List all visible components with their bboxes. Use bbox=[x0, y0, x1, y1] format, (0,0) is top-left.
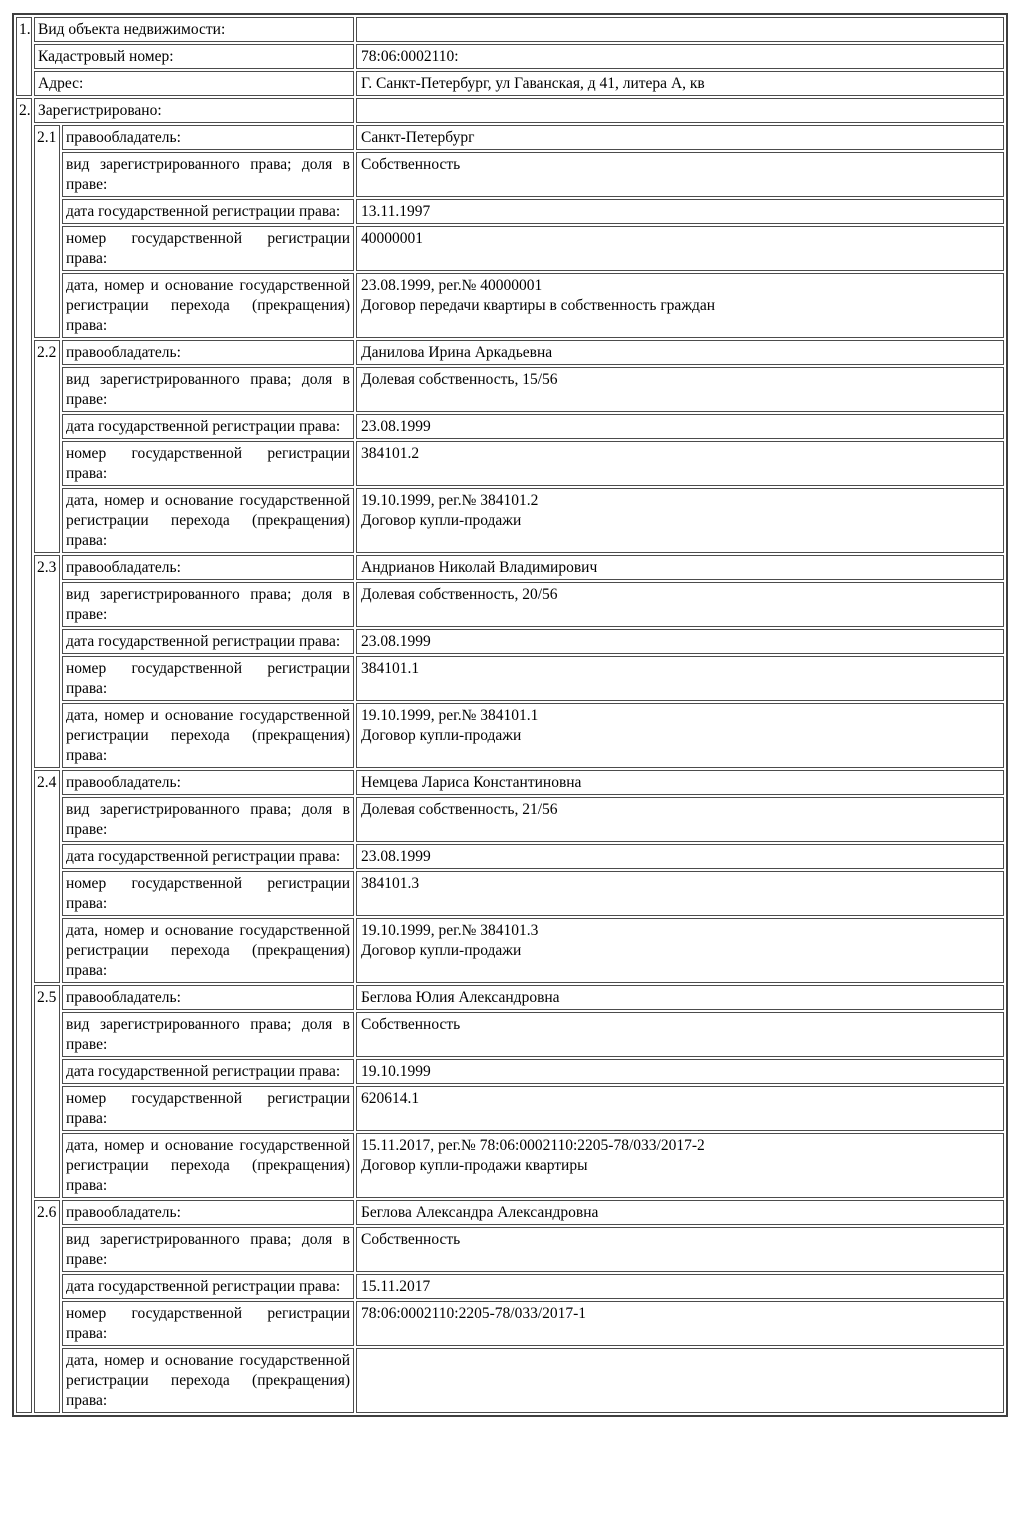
table-row bbox=[16, 1274, 1004, 1299]
row-value: 23.08.1999 bbox=[356, 629, 1004, 654]
table-row bbox=[16, 98, 1004, 123]
transfer-value-line: Договор передачи квартиры в собственность граждан bbox=[361, 296, 716, 314]
row-value bbox=[356, 918, 1004, 983]
row-label: дата, номер и основание государственной регистрации перехода (прекращения) права: bbox=[62, 273, 354, 338]
table-row bbox=[16, 797, 1004, 842]
row-value: Собственность bbox=[356, 152, 1004, 197]
table-row bbox=[16, 555, 1004, 580]
row-label: правообладатель: bbox=[62, 555, 354, 580]
table-row bbox=[16, 582, 1004, 627]
row-label: номер государственной регистрации права: bbox=[62, 1086, 354, 1131]
transfer-value-line: Договор купли-продажи bbox=[361, 941, 522, 959]
table-row bbox=[16, 918, 1004, 983]
table-row bbox=[16, 871, 1004, 916]
table-row bbox=[16, 844, 1004, 869]
registry-document bbox=[12, 13, 1008, 1417]
row-label: вид зарегистрированного права; доля в праве: bbox=[62, 1227, 354, 1272]
row-label: Кадастровый номер: bbox=[34, 44, 354, 69]
row-value: 78:06:0002110: bbox=[356, 44, 1004, 69]
row-label: правообладатель: bbox=[62, 340, 354, 365]
section-number: 2. bbox=[16, 98, 32, 1413]
row-label: правообладатель: bbox=[62, 125, 354, 150]
table-row bbox=[16, 629, 1004, 654]
row-label: вид зарегистрированного права; доля в праве: bbox=[62, 797, 354, 842]
table-row bbox=[16, 985, 1004, 1010]
section-number: 1. bbox=[16, 17, 32, 96]
row-value: Собственность bbox=[356, 1012, 1004, 1057]
row-value: 23.08.1999 bbox=[356, 414, 1004, 439]
row-label: номер государственной регистрации права: bbox=[62, 871, 354, 916]
row-value: 384101.2 bbox=[356, 441, 1004, 486]
table-row bbox=[16, 1086, 1004, 1131]
transfer-value-line bbox=[361, 1371, 1000, 1391]
row-value bbox=[356, 703, 1004, 768]
row-value bbox=[356, 17, 1004, 42]
transfer-value-line: 15.11.2017, рег.№ 78:06:0002110:2205-78/033/2017-2 bbox=[361, 1136, 705, 1154]
row-value: Собственность bbox=[356, 1227, 1004, 1272]
transfer-value-line bbox=[361, 1351, 1000, 1371]
row-label: номер государственной регистрации права: bbox=[62, 656, 354, 701]
row-value: 19.10.1999 bbox=[356, 1059, 1004, 1084]
transfer-value-line: Договор купли-продажи bbox=[361, 511, 522, 529]
transfer-value-line: Договор купли-продажи bbox=[361, 726, 522, 744]
row-value: 384101.3 bbox=[356, 871, 1004, 916]
row-value: 384101.1 bbox=[356, 656, 1004, 701]
table-row bbox=[16, 1227, 1004, 1272]
row-value bbox=[356, 1348, 1004, 1413]
row-value: Беглова Александра Александровна bbox=[356, 1200, 1004, 1225]
transfer-value-line: 19.10.1999, рег.№ 384101.2 bbox=[361, 491, 539, 509]
row-label: номер государственной регистрации права: bbox=[62, 226, 354, 271]
row-label: дата, номер и основание государственной регистрации перехода (прекращения) права: bbox=[62, 703, 354, 768]
row-value: Долевая собственность, 15/56 bbox=[356, 367, 1004, 412]
row-value: 13.11.1997 bbox=[356, 199, 1004, 224]
table-row bbox=[16, 199, 1004, 224]
transfer-value-line: 23.08.1999, рег.№ 40000001 bbox=[361, 276, 543, 294]
row-label: правообладатель: bbox=[62, 770, 354, 795]
entry-number: 2.1 bbox=[34, 125, 60, 338]
row-label: дата, номер и основание государственной регистрации перехода (прекращения) права: bbox=[62, 1133, 354, 1198]
row-value: 620614.1 bbox=[356, 1086, 1004, 1131]
table-row bbox=[16, 656, 1004, 701]
table-row bbox=[16, 1200, 1004, 1225]
row-label: номер государственной регистрации права: bbox=[62, 1301, 354, 1346]
row-value: Долевая собственность, 20/56 bbox=[356, 582, 1004, 627]
table-row bbox=[16, 273, 1004, 338]
row-value: Беглова Юлия Александровна bbox=[356, 985, 1004, 1010]
table-row bbox=[16, 125, 1004, 150]
transfer-value-line: 19.10.1999, рег.№ 384101.1 bbox=[361, 706, 539, 724]
row-value: Санкт-Петербург bbox=[356, 125, 1004, 150]
row-label: дата государственной регистрации права: bbox=[62, 629, 354, 654]
table-row bbox=[16, 226, 1004, 271]
entry-number: 2.4 bbox=[34, 770, 60, 983]
row-label: вид зарегистрированного права; доля в праве: bbox=[62, 152, 354, 197]
transfer-value-line: Договор купли-продажи квартиры bbox=[361, 1156, 588, 1174]
row-label: Зарегистрировано: bbox=[34, 98, 354, 123]
row-value: 15.11.2017 bbox=[356, 1274, 1004, 1299]
row-label: дата государственной регистрации права: bbox=[62, 414, 354, 439]
row-label: дата государственной регистрации права: bbox=[62, 1059, 354, 1084]
table-row bbox=[16, 152, 1004, 197]
table-row bbox=[16, 770, 1004, 795]
row-value: Андрианов Николай Владимирович bbox=[356, 555, 1004, 580]
table-row bbox=[16, 367, 1004, 412]
row-label: вид зарегистрированного права; доля в праве: bbox=[62, 367, 354, 412]
table-row bbox=[16, 44, 1004, 69]
entry-number: 2.3 bbox=[34, 555, 60, 768]
table-row bbox=[16, 1133, 1004, 1198]
table-row bbox=[16, 1301, 1004, 1346]
row-label: дата, номер и основание государственной регистрации перехода (прекращения) права: bbox=[62, 918, 354, 983]
row-value: Г. Санкт-Петербург, ул Гаванская, д 41, литера А, кв bbox=[356, 71, 1004, 96]
row-label: правообладатель: bbox=[62, 985, 354, 1010]
row-label: дата государственной регистрации права: bbox=[62, 199, 354, 224]
row-value: Немцева Лариса Константиновна bbox=[356, 770, 1004, 795]
row-label: номер государственной регистрации права: bbox=[62, 441, 354, 486]
row-label: вид зарегистрированного права; доля в праве: bbox=[62, 582, 354, 627]
row-label: Адрес: bbox=[34, 71, 354, 96]
table-row bbox=[16, 71, 1004, 96]
table-row bbox=[16, 488, 1004, 553]
row-label: дата, номер и основание государственной регистрации перехода (прекращения) права: bbox=[62, 1348, 354, 1413]
table-row bbox=[16, 441, 1004, 486]
row-value: 23.08.1999 bbox=[356, 844, 1004, 869]
row-label: правообладатель: bbox=[62, 1200, 354, 1225]
entry-number: 2.5 bbox=[34, 985, 60, 1198]
row-value bbox=[356, 98, 1004, 123]
row-label: дата государственной регистрации права: bbox=[62, 1274, 354, 1299]
table-row bbox=[16, 1012, 1004, 1057]
table-row bbox=[16, 1348, 1004, 1413]
row-value bbox=[356, 488, 1004, 553]
table-row bbox=[16, 17, 1004, 42]
entry-number: 2.6 bbox=[34, 1200, 60, 1413]
table-row bbox=[16, 1059, 1004, 1084]
row-value: Долевая собственность, 21/56 bbox=[356, 797, 1004, 842]
row-value: 40000001 bbox=[356, 226, 1004, 271]
property-registry-table bbox=[12, 13, 1008, 1417]
transfer-value-line: 19.10.1999, рег.№ 384101.3 bbox=[361, 921, 539, 939]
row-value bbox=[356, 273, 1004, 338]
row-value bbox=[356, 1133, 1004, 1198]
row-label: Вид объекта недвижимости: bbox=[34, 17, 354, 42]
row-value: Данилова Ирина Аркадьевна bbox=[356, 340, 1004, 365]
row-label: дата, номер и основание государственной регистрации перехода (прекращения) права: bbox=[62, 488, 354, 553]
table-row bbox=[16, 340, 1004, 365]
entry-number: 2.2 bbox=[34, 340, 60, 553]
row-label: дата государственной регистрации права: bbox=[62, 844, 354, 869]
table-row bbox=[16, 414, 1004, 439]
row-value: 78:06:0002110:2205-78/033/2017-1 bbox=[356, 1301, 1004, 1346]
row-label: вид зарегистрированного права; доля в праве: bbox=[62, 1012, 354, 1057]
table-row bbox=[16, 703, 1004, 768]
